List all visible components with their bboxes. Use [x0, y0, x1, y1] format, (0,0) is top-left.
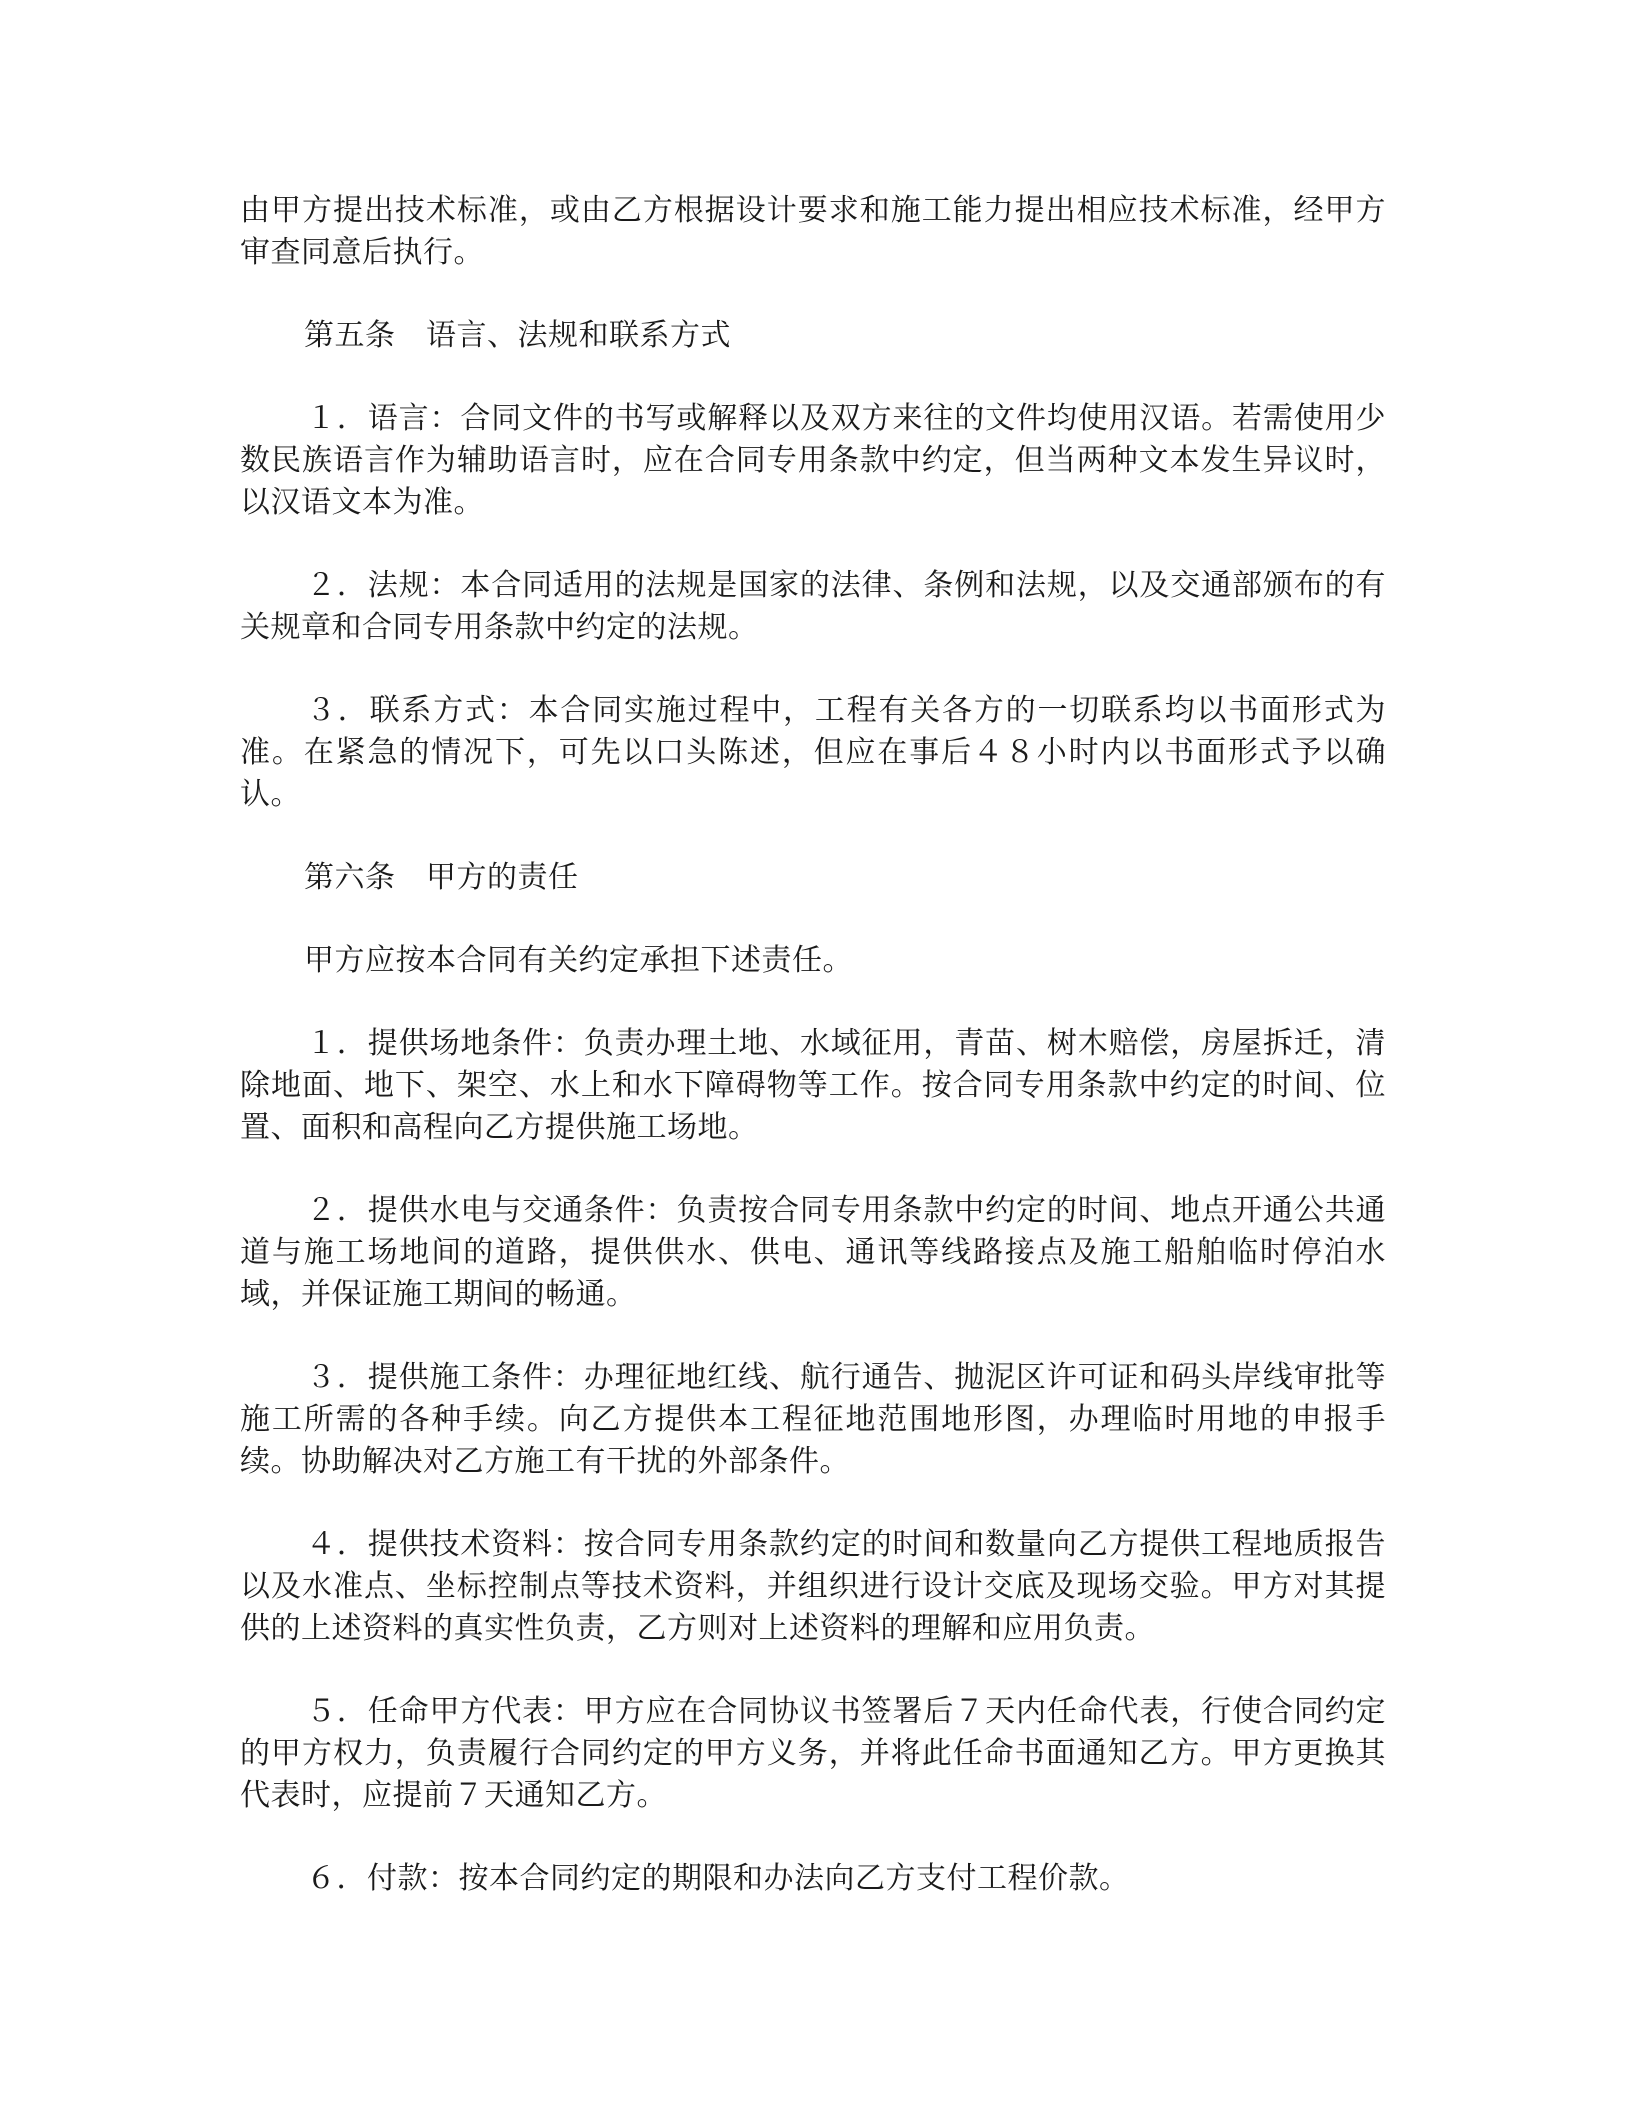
paragraph-continuation: 由甲方提出技术标准，或由乙方根据设计要求和施工能力提出相应技术标准，经甲方审查同意后执行。 [240, 193, 1386, 270]
article-6-heading: 第六条 甲方的责任 [304, 860, 579, 895]
article-6-item-4: ４．提供技术资料：按合同专用条款约定的时间和数量向乙方提供工程地质报告以及水准点、坐标控制点等技术资料，并组织进行设计交底及现场交验。甲方对其提供的上述资料的真实性负责，乙方则对上述资料的理解和应用负责。 [240, 1527, 1386, 1646]
article-5-item-2: ２．法规：本合同适用的法规是国家的法律、条例和法规，以及交通部颁布的有关规章和合同专用条款中约定的法规。 [240, 568, 1386, 645]
article-5-item-3: ３．联系方式：本合同实施过程中，工程有关各方的一切联系均以书面形式为准。在紧急的情况下，可先以口头陈述，但应在事后４８小时内以书面形式予以确认。 [240, 693, 1386, 812]
article-6-item-5: ５．任命甲方代表：甲方应在合同协议书签署后７天内任命代表，行使合同约定的甲方权力，负责履行合同约定的甲方义务，并将此任命书面通知乙方。甲方更换其代表时，应提前７天通知乙方。 [240, 1694, 1386, 1813]
article-6-item-3: ３．提供施工条件：办理征地红线、航行通告、抛泥区许可证和码头岸线审批等施工所需的各种手续。向乙方提供本工程征地范围地形图，办理临时用地的申报手续。协助解决对乙方施工有干扰的外部条件。 [240, 1360, 1386, 1479]
article-6-item-2: ２．提供水电与交通条件：负责按合同专用条款中约定的时间、地点开通公共通道与施工场地间的道路，提供供水、供电、通讯等线路接点及施工船舶临时停泊水域，并保证施工期间的畅通。 [240, 1193, 1386, 1312]
article-6-item-6: ６．付款：按本合同约定的期限和办法向乙方支付工程价款。 [306, 1861, 1130, 1896]
article-6-intro: 甲方应按本合同有关约定承担下述责任。 [304, 943, 853, 978]
article-5-item-1: １．语言：合同文件的书写或解释以及双方来往的文件均使用汉语。若需使用少数民族语言作为辅助语言时，应在合同专用条款中约定，但当两种文本发生异议时，以汉语文本为准。 [240, 401, 1386, 520]
document-page [240, 190, 1386, 1941]
article-6-item-1: １．提供场地条件：负责办理土地、水域征用，青苗、树木赔偿，房屋拆迁，清除地面、地下、架空、水上和水下障碍物等工作。按合同专用条款中约定的时间、位置、面积和高程向乙方提供施工场地。 [240, 1026, 1386, 1145]
article-5-heading: 第五条 语言、法规和联系方式 [304, 318, 731, 353]
